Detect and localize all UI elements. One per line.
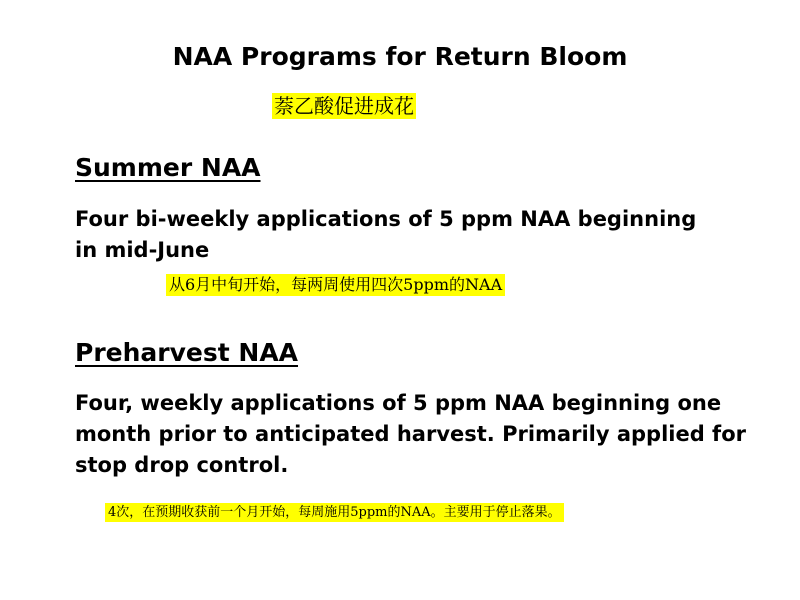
section-heading-preharvest-naa: Preharvest NAA: [75, 338, 299, 367]
subtitle-chinese-highlighted: 萘乙酸促进成花: [274, 94, 414, 118]
preharvest-naa-translation-highlighted: 4次，在预期收获前一个月开始，每周施用5ppm的NAA。主要用于停止落果。: [105, 503, 564, 522]
summer-naa-translation-highlighted: 从6月中旬开始，每两周使用四次5ppm的NAA: [166, 274, 505, 296]
section-heading-summer-naa: Summer NAA: [75, 153, 261, 182]
slide-title: NAA Programs for Return Bloom: [172, 42, 628, 71]
preharvest-naa-description: Four, weekly applications of 5 ppm NAA beginning one month prior to anticipated harvest. Primarily applied for stop drop control.: [75, 391, 746, 477]
summer-naa-description: Four bi-weekly applications of 5 ppm NAA beginning in mid-June: [75, 207, 697, 262]
